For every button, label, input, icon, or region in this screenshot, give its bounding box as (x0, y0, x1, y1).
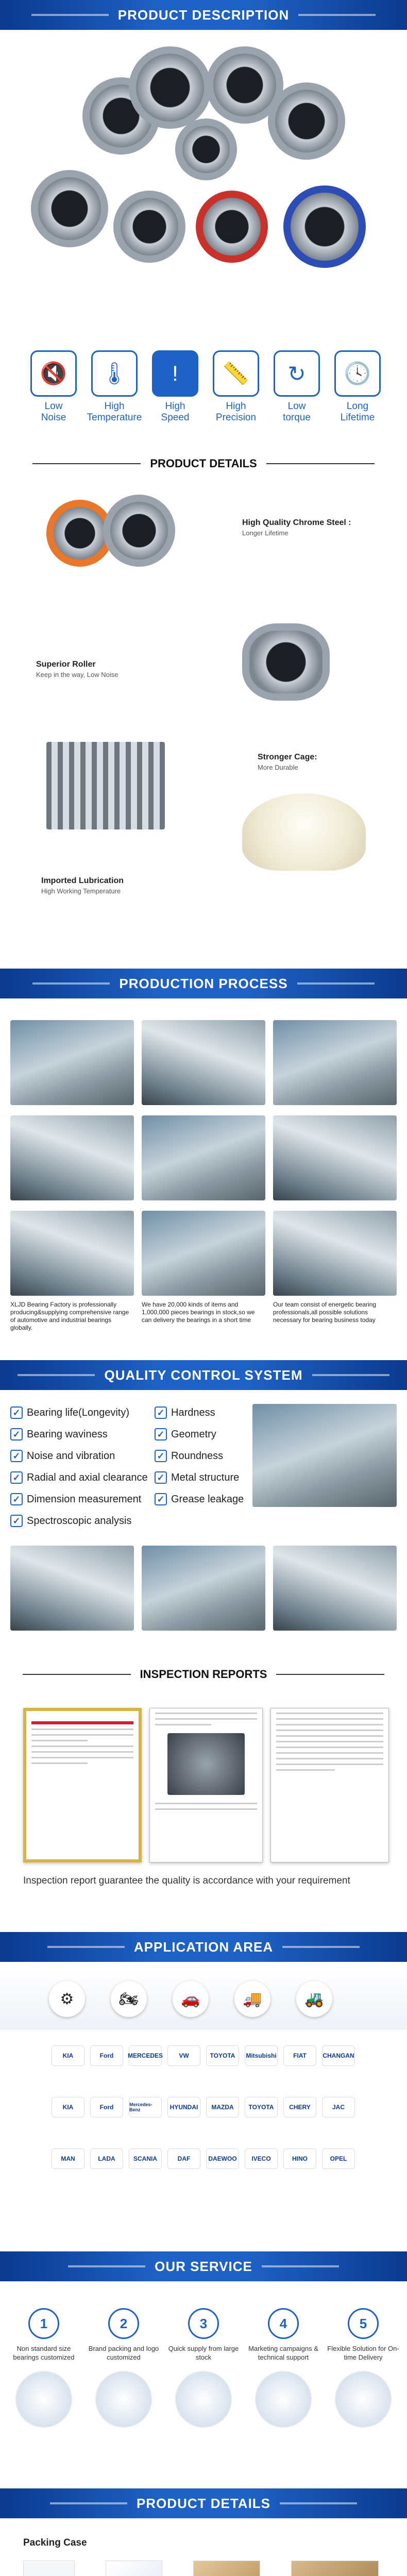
qc-label: Geometry (171, 1428, 216, 1440)
doc-line (155, 1808, 257, 1810)
process-title: PRODUCTION PROCESS (119, 975, 288, 991)
bearing-image (175, 118, 237, 180)
qc-item (10, 1406, 129, 1419)
report-image (149, 1708, 263, 1862)
brand-logo: SCANIA (129, 2148, 162, 2169)
service-number: 1 (28, 2308, 59, 2339)
packing-row (23, 2561, 394, 2576)
service-number: 3 (188, 2308, 219, 2339)
process-caption: Our team consist of energetic bearing professionals,all possible solutions necessary for bearing business today (273, 1301, 377, 1324)
service-banner (0, 2251, 407, 2281)
doc-line (276, 1735, 383, 1737)
qc-item (10, 1428, 108, 1440)
callout-sub: Keep in the way, Low Noise (36, 671, 118, 679)
carton-image (193, 2561, 260, 2576)
bearing-image (196, 191, 268, 263)
doc-line (276, 1758, 383, 1759)
brand-logos (0, 2040, 407, 2215)
callout-title: High Quality Chrome Steel : (242, 518, 351, 527)
brand-logo: JAC (322, 2097, 355, 2117)
doc-line (155, 1713, 257, 1714)
brand-logo: Ford (90, 2097, 123, 2117)
brand-logo: KIA (52, 2097, 84, 2117)
doc-line (31, 1721, 133, 1724)
qc-photo (10, 1546, 134, 1631)
brand-logo: MAZDA (206, 2097, 239, 2117)
pallet-image (291, 2561, 379, 2576)
brand-logo: CHANGAN (322, 2045, 355, 2066)
qc-label: Grease leakage (171, 1493, 244, 1505)
doc-line (31, 1740, 88, 1741)
car-icon: 🚗 (173, 1981, 209, 2017)
grease-image (242, 793, 366, 871)
ruler-icon: 📏 (213, 350, 259, 397)
brand-logo: FIAT (283, 2045, 316, 2066)
box-pack-image (106, 2561, 162, 2576)
qc-photo (252, 1404, 397, 1507)
packing-section (0, 2488, 407, 2576)
bearing-image (268, 82, 345, 160)
callout-title: Stronger Cage: (258, 753, 317, 761)
service-number: 2 (108, 2308, 139, 2339)
qc-item (155, 1450, 223, 1462)
details-title: PRODUCT DETAILS (150, 457, 257, 470)
brand-logo: TOYOTA (206, 2045, 239, 2066)
callout-title: Superior Roller (36, 660, 96, 669)
service-text: Marketing campaigns & technical support (248, 2345, 318, 2361)
service-number: 4 (268, 2308, 299, 2339)
doc-line (276, 1741, 383, 1742)
qc-banner (0, 1360, 407, 1390)
vehicle-row (0, 1968, 407, 2030)
doc-line (155, 1724, 211, 1725)
motorcycle-icon: 🏍 (111, 1981, 147, 2017)
feature-label: High Precision (215, 401, 257, 423)
feature-row (26, 350, 386, 428)
feature-label: High Temperature (87, 401, 142, 423)
bearing-image (31, 170, 108, 247)
doc-line (155, 1718, 257, 1720)
qc-label: Hardness (171, 1406, 215, 1418)
service-image (255, 2371, 312, 2428)
qc-item (155, 1428, 216, 1440)
check-icon: ✓ (155, 1428, 167, 1440)
application-banner (0, 1932, 407, 1962)
qc-label: Dimension measurement (27, 1493, 142, 1505)
qc-item (155, 1471, 239, 1484)
check-icon: ✓ (10, 1493, 23, 1505)
brand-logo: DAEWOO (206, 2148, 239, 2169)
thermometer-icon: 🌡 (91, 350, 138, 397)
engine-icon: ⚙ (49, 1981, 85, 2017)
micrograph-image (167, 1733, 245, 1795)
check-icon: ✓ (10, 1515, 23, 1527)
service-item (327, 2308, 399, 2428)
brand-logo: MAN (52, 2148, 84, 2169)
service-text: Non standard size bearings customized (13, 2345, 75, 2361)
qc-section (0, 1360, 407, 1649)
banner-bar (50, 2502, 127, 2504)
brand-logo: Mitsubishi (245, 2045, 278, 2066)
rotation-icon: ↻ (274, 350, 320, 397)
doc-line (276, 1769, 335, 1771)
qc-item (10, 1515, 131, 1527)
bearing-image (283, 185, 366, 268)
service-item (88, 2308, 160, 2428)
banner-bar (31, 14, 109, 16)
feature-low-torque (269, 350, 325, 423)
banner-bar (68, 2265, 145, 2267)
bearing-image (113, 191, 185, 263)
factory-photo (142, 1211, 265, 1296)
factory-photo (142, 1020, 265, 1105)
packing-title: PRODUCT DETAILS (136, 2495, 271, 2511)
check-icon: ✓ (10, 1406, 23, 1419)
packing-banner (0, 2488, 407, 2518)
process-caption: XLJD Bearing Factory is professionally producing&supplying comprehensive range of automotive and industrial bearings globally. (10, 1301, 129, 1331)
brand-logo: IVECO (245, 2148, 278, 2169)
qc-label: Roundness (171, 1450, 224, 1462)
qc-item (10, 1493, 141, 1505)
feature-high-speed (147, 350, 203, 423)
callout-sub: Longer Lifetime (242, 529, 289, 537)
check-icon: ✓ (155, 1450, 167, 1462)
factory-photo (10, 1211, 134, 1296)
qc-photo (273, 1546, 397, 1631)
brand-logo: LADA (90, 2148, 123, 2169)
brand-logo: CHERY (283, 2097, 316, 2117)
doc-line (276, 1713, 383, 1714)
factory-photo (273, 1020, 397, 1105)
brand-logo: KIA (52, 2045, 84, 2066)
doc-line (276, 1730, 383, 1731)
service-image (335, 2371, 392, 2428)
doc-line (31, 1745, 133, 1747)
check-icon: ✓ (10, 1428, 23, 1440)
banner-bar (32, 982, 110, 985)
qc-label: Metal structure (171, 1471, 240, 1483)
qc-item (155, 1406, 215, 1419)
bearing-image (129, 46, 211, 129)
check-icon: ✓ (155, 1406, 167, 1419)
qc-label: Noise and vibration (27, 1450, 115, 1462)
service-text: Quick supply from large stock (168, 2345, 239, 2361)
factory-photo (10, 1115, 134, 1200)
feature-label: High Speed (161, 401, 190, 423)
bearings-collage (21, 36, 386, 309)
application-title: APPLICATION AREA (133, 1939, 274, 1955)
service-number: 5 (348, 2308, 379, 2339)
inspection-title: INSPECTION REPORTS (140, 1668, 267, 1681)
qc-photo (142, 1546, 265, 1631)
inspection-section (0, 1664, 407, 1906)
doc-line (31, 1751, 133, 1753)
brand-logo: TOYOTA (245, 2097, 278, 2117)
packing-label: Packing Case (23, 2537, 87, 2548)
process-section (0, 969, 407, 1350)
callout-sub: High Working Temperature (41, 887, 121, 895)
service-section (0, 2251, 407, 2478)
brand-logo: Mercedes-Benz (129, 2097, 162, 2117)
banner-bar (312, 1374, 389, 1376)
mute-icon: 🔇 (30, 350, 77, 397)
factory-photo (273, 1211, 397, 1296)
feature-high-precision (208, 350, 264, 423)
feature-low-noise (26, 350, 81, 423)
service-image (95, 2371, 152, 2428)
banner-bar (280, 2502, 357, 2504)
banner-bar (47, 1946, 125, 1948)
heading-rule (276, 1674, 384, 1675)
feature-label: Low torque (283, 401, 311, 423)
banner-bar (282, 1946, 360, 1948)
process-banner (0, 969, 407, 998)
description-section (0, 0, 407, 423)
qc-item (155, 1493, 244, 1505)
banner-bar (298, 14, 376, 16)
details-heading (0, 453, 407, 474)
service-image (175, 2371, 232, 2428)
service-text: Brand packing and logo customized (88, 2345, 159, 2361)
qc-label: Radial and axial clearance (27, 1471, 148, 1483)
service-row (8, 2308, 399, 2463)
doc-line (276, 1764, 383, 1765)
description-title: PRODUCT DESCRIPTION (117, 7, 290, 23)
description-banner (0, 0, 407, 30)
feature-label: Long Lifetime (340, 401, 375, 423)
service-image (15, 2371, 72, 2428)
heading-rule (266, 463, 375, 464)
details-section (0, 453, 407, 933)
doc-line (31, 1762, 88, 1764)
service-text: Flexible Solution for On-time Delivery (327, 2345, 399, 2361)
report-image (270, 1708, 389, 1862)
factory-photo (142, 1115, 265, 1200)
cage-callout (258, 752, 392, 773)
doc-line (276, 1724, 383, 1725)
doc-line (31, 1757, 133, 1758)
doc-line (276, 1747, 383, 1748)
inspection-heading (0, 1664, 407, 1685)
doc-line (31, 1734, 133, 1736)
factory-photo (273, 1115, 397, 1200)
qc-label: Spectroscopic analysis (27, 1515, 132, 1527)
feature-high-temperature (87, 350, 142, 423)
brand-logo: Ford (90, 2045, 123, 2066)
doc-line (155, 1803, 257, 1804)
callout-sub: More Durable (258, 764, 298, 771)
qc-label: Bearing life(Longevity) (27, 1406, 129, 1418)
bearing-pack-image (23, 2561, 75, 2576)
bearing-image (103, 495, 175, 567)
application-section (0, 1932, 407, 2241)
qc-item (10, 1450, 115, 1462)
lubrication-callout (41, 876, 196, 896)
heading-rule (23, 1674, 131, 1675)
feature-long-lifetime (330, 350, 385, 423)
check-icon: ✓ (10, 1450, 23, 1462)
bearing-image (242, 623, 330, 701)
service-item (8, 2308, 80, 2428)
exclamation-icon: ! (152, 350, 198, 397)
doc-line (31, 1728, 133, 1730)
brand-logo: HYUNDAI (167, 2097, 200, 2117)
cage-image (46, 742, 165, 829)
check-icon: ✓ (155, 1493, 167, 1505)
qc-label: Bearing waviness (27, 1428, 108, 1440)
chrome-steel-callout (242, 518, 397, 538)
brand-logo: VW (167, 2045, 200, 2066)
heading-rule (32, 463, 141, 464)
truck-icon: 🚚 (234, 1981, 270, 2017)
banner-bar (297, 982, 375, 985)
brand-logo: HINO (283, 2148, 316, 2169)
brand-logo: DAF (167, 2148, 200, 2169)
certificate-image (23, 1708, 142, 1862)
feature-label: Low Noise (41, 401, 66, 423)
check-icon: ✓ (10, 1471, 23, 1484)
tractor-icon: 🚜 (296, 1981, 332, 2017)
factory-photo (10, 1020, 134, 1105)
banner-bar (262, 2265, 339, 2267)
check-icon: ✓ (155, 1471, 167, 1484)
roller-callout (36, 659, 170, 680)
banner-bar (18, 1374, 95, 1376)
process-caption: We have 20,000 kinds of items and 1,000,000 pieces bearings in stock,so we can delivery the bearings in a short time (142, 1301, 255, 1324)
callout-title: Imported Lubrication (41, 876, 124, 885)
brand-logo: MERCEDES (129, 2045, 162, 2066)
doc-line (276, 1718, 383, 1720)
service-item (247, 2308, 319, 2428)
service-title: OUR SERVICE (155, 2258, 252, 2274)
doc-line (276, 1752, 383, 1754)
inspection-caption: Inspection report guarantee the quality is accordance with your requirement (23, 1875, 350, 1886)
clock-icon: 🕓 (334, 350, 381, 397)
qc-title: QUALITY CONTROL SYSTEM (104, 1367, 303, 1383)
qc-item (10, 1471, 148, 1484)
brand-logo: OPEL (322, 2148, 355, 2169)
service-item (167, 2308, 240, 2428)
